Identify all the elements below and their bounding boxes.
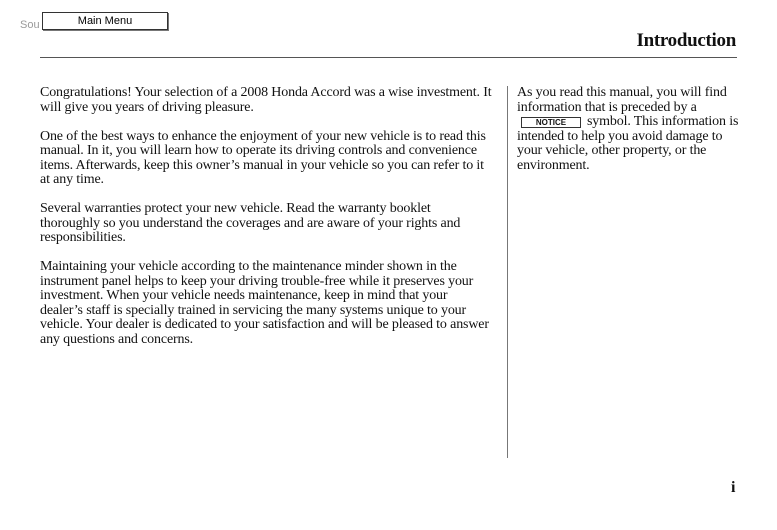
title-divider xyxy=(40,57,737,58)
source-text: Sou xyxy=(20,19,40,31)
main-menu-button[interactable]: Main Menu xyxy=(42,12,168,30)
intro-paragraph-2: One of the best ways to enhance the enjoyment of your new vehicle is to read this manual. In it, you will learn how to operate its driving controls and convenience items. Afterwards, keep this owner’s manual in your vehicle so you can refer to it at any time. xyxy=(40,128,486,187)
page-title: Introduction xyxy=(636,30,736,51)
notice-symbol: NOTICE xyxy=(521,117,581,128)
intro-paragraph-4: Maintaining your vehicle according to the maintenance minder shown in the instrument panel helps to keep your driving trouble-free while it preserves your investment. When your vehicle needs maintenance, keep in mind that your dealer’s staff is specially trained in servicing the many systems unique to your vehicle. Your dealer is dedicated to your satisfaction and will be pleased to answer any questions and concerns. xyxy=(40,259,489,347)
notice-explanation xyxy=(517,86,742,173)
intro-paragraph-3: Several warranties protect your new vehicle. Read the warranty booklet thoroughly so you understand the coverages and are aware of your rights and responsibilities. xyxy=(40,201,461,245)
intro-paragraph-1: Congratulations! Your selection of a 2008 Honda Accord was a wise investment. It will give you years of driving pleasure. xyxy=(40,85,492,115)
right-column xyxy=(517,86,742,173)
column-divider xyxy=(507,86,508,458)
left-column xyxy=(40,86,492,362)
notice-text-after: symbol. This information is intended to help you avoid damage to your vehicle, other property, or the environment. xyxy=(517,114,739,173)
page-number: i xyxy=(731,479,736,496)
notice-text-before: As you read this manual, you will find information that is preceded by a xyxy=(517,85,727,115)
